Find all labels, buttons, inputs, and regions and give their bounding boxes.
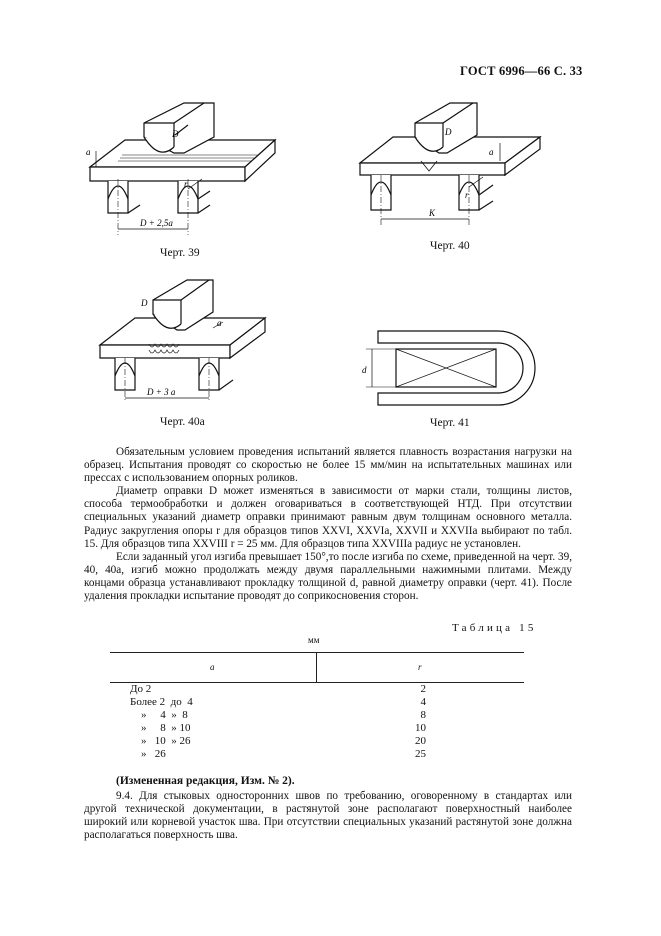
figure-40a-label-D: D bbox=[141, 298, 148, 308]
table-title: Таблица 15 bbox=[452, 622, 537, 634]
table-row-a: » 8 » 10 bbox=[130, 722, 191, 734]
figure-40-label-a: a bbox=[489, 147, 494, 157]
table-unit: мм bbox=[308, 635, 320, 645]
caption-39: Черт. 39 bbox=[160, 247, 200, 259]
figure-41-drawing bbox=[358, 325, 538, 410]
table-row-r: 4 bbox=[420, 696, 426, 708]
figure-40 bbox=[355, 95, 555, 235]
body-text bbox=[84, 446, 572, 603]
caption-40a: Черт. 40а bbox=[160, 416, 205, 428]
figure-39-label-dim: D + 2,5a bbox=[140, 218, 173, 228]
table-row-r: 2 bbox=[420, 683, 426, 695]
table-row-a: » 10 » 26 bbox=[130, 735, 191, 747]
table-15 bbox=[110, 652, 524, 761]
section-9-4 bbox=[84, 790, 572, 842]
table-header-r: r bbox=[418, 662, 422, 672]
paragraph-2: Диаметр оправки D может изменяться в зависимости от марки стали, толщины листов, способа термообработки и должен оговариваться в соответствующей НТД. При отсутствии специальных указаний диаметр оправки принимают равным двум толщинам основного металла. Радиус закругления опоры r для образцов типов XXVI, XXVIa, XXVII и XXVIIa выбирают по табл. 15. Для образцов типа XXVIII r = 25 мм. Для образцов типа XXVIIIa радиус не установлен. bbox=[84, 485, 572, 550]
paragraph-1: Обязательным условием проведения испытаний является плавность возрастания нагрузки на образец. Испытания проводят со скоростью не более 15 мм/мин на испытательных машинах или прессах с использованием опорных роликов. bbox=[84, 446, 572, 485]
figure-39-label-a: a bbox=[86, 147, 91, 157]
table-row-r: 10 bbox=[415, 722, 426, 734]
figure-40-label-r: r bbox=[465, 190, 469, 200]
figure-40-label-D: D bbox=[445, 127, 452, 137]
paragraph-9-4: 9.4. Для стыковых односторонних швов по требованию, оговоренному в стандартах или другой технической документации, в растянутой зоне располагают поверхностный наиболее широкий или корневой участок шва. При отсутствии специальных указаний растянутой зоне должна располагаться поверхность шва. bbox=[84, 790, 572, 842]
figure-39 bbox=[80, 95, 280, 240]
figure-41-label-d: d bbox=[362, 365, 367, 375]
page-header: ГОСТ 6996—66 С. 33 bbox=[460, 64, 583, 78]
figure-39-drawing bbox=[80, 95, 280, 240]
paragraph-3: Если заданный угол изгиба превышает 150°,то после изгиба по схеме, приведенной на черт. 39, 40, 40а, изгиб можно продолжать между двумя параллельными нажимными плитами. Между концами образца устанавливают прокладку толщиной d, равной диаметру оправки (черт. 41). После удаления прокладки испытание проводят до соприкосновения сторон. bbox=[84, 550, 572, 603]
figure-40a bbox=[95, 270, 270, 405]
figure-40a-label-dim: D + 3 a bbox=[147, 387, 176, 397]
figure-41 bbox=[358, 325, 538, 410]
figure-40a-drawing bbox=[95, 270, 270, 405]
figure-39-label-D: D bbox=[172, 129, 179, 139]
figure-40a-label-a: a bbox=[217, 318, 222, 328]
table-row-a: Более 2 до 4 bbox=[130, 696, 193, 708]
caption-41: Черт. 41 bbox=[430, 417, 470, 429]
amendment-note: (Измененная редакция, Изм. № 2). bbox=[116, 775, 295, 787]
figure-39-label-r: r bbox=[184, 179, 188, 189]
figure-40-drawing bbox=[355, 95, 555, 235]
figure-40-label-K: K bbox=[429, 208, 436, 218]
table-header-a: a bbox=[210, 662, 215, 672]
table-row-r: 8 bbox=[420, 709, 426, 721]
table-row-r: 25 bbox=[415, 748, 426, 760]
table-row-a: » 4 » 8 bbox=[130, 709, 188, 721]
table-row-a: До 2 bbox=[130, 683, 152, 695]
caption-40: Черт. 40 bbox=[430, 240, 470, 252]
table-row-r: 20 bbox=[415, 735, 426, 747]
table-row-a: » 26 bbox=[130, 748, 166, 760]
